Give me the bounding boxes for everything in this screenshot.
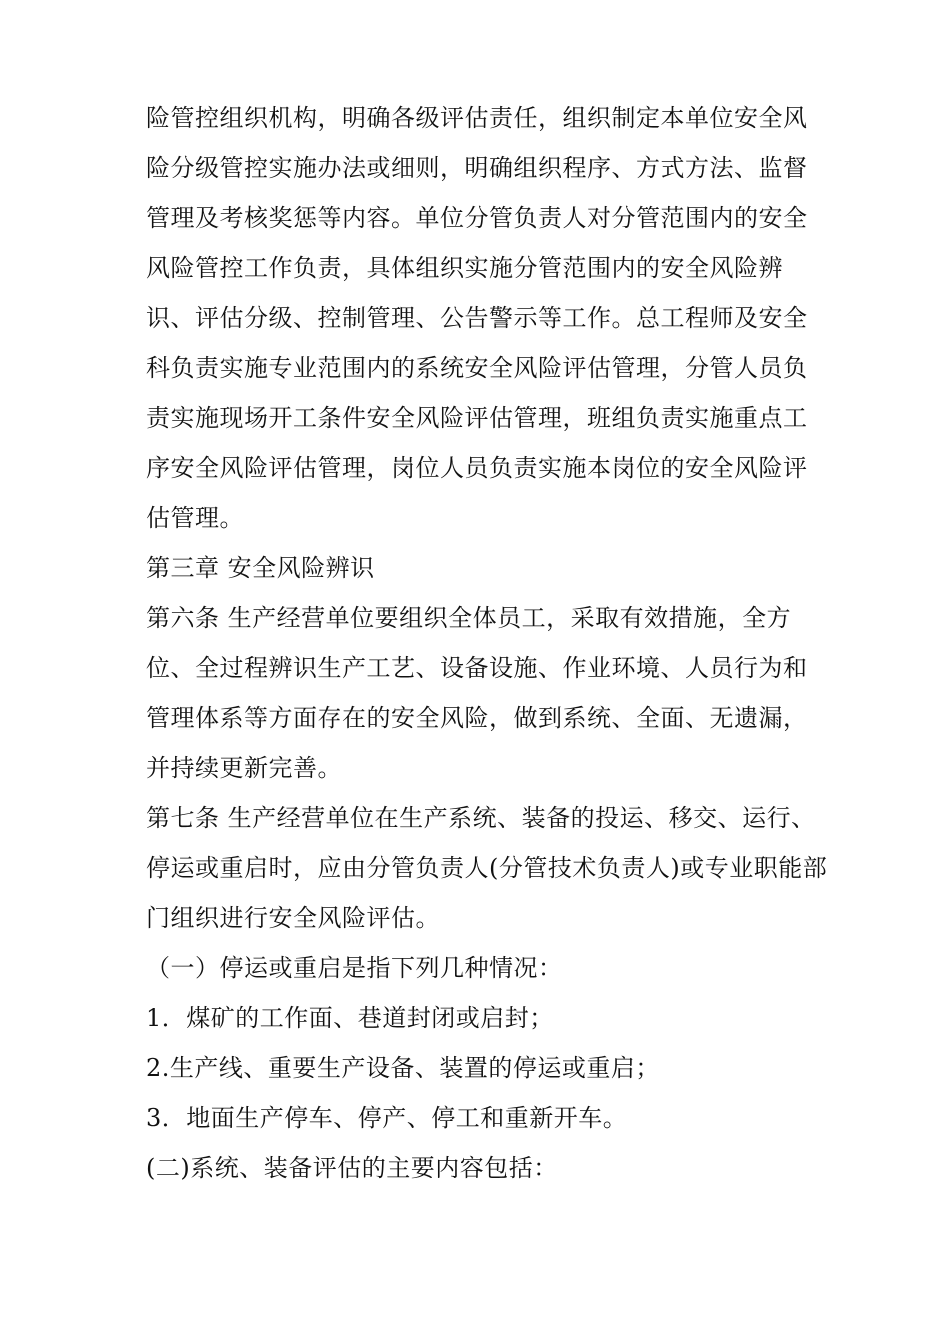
chapter-heading: 第三章 安全风险辨识 <box>146 554 375 582</box>
text-line: （一）停运或重启是指下列几种情况： <box>146 954 563 982</box>
text-line: 门组织进行安全风险评估。 <box>146 904 440 932</box>
text-line: 风险管控工作负责，具体组织实施分管范围内的安全风险辨 <box>146 254 783 282</box>
text-line: 责实施现场开工条件安全风险评估管理，班组负责实施重点工 <box>146 404 808 432</box>
text-line: (二)系统、装备评估的主要内容包括： <box>146 1154 558 1182</box>
text-line: 识、评估分级、控制管理、公告警示等工作。总工程师及安全 <box>146 304 808 332</box>
text-line: 停运或重启时，应由分管负责人(分管技术负责人)或专业职能部 <box>146 854 828 882</box>
text-line: 险分级管控实施办法或细则，明确组织程序、方式方法、监督 <box>146 154 808 182</box>
text-line: 位、全过程辨识生产工艺、设备设施、作业环境、人员行为和 <box>146 654 808 682</box>
text-line: 科负责实施专业范围内的系统安全风险评估管理，分管人员负 <box>146 354 808 382</box>
list-item: 3．地面生产停车、停产、停工和重新开车。 <box>146 1104 628 1132</box>
text-line: 管理及考核奖惩等内容。单位分管负责人对分管范围内的安全 <box>146 204 808 232</box>
text-line: 序安全风险评估管理，岗位人员负责实施本岗位的安全风险评 <box>146 454 808 482</box>
text-line: 估管理。 <box>146 504 244 532</box>
text-line: 管理体系等方面存在的安全风险，做到系统、全面、无遗漏， <box>146 704 808 732</box>
text-line: 第六条 生产经营单位要组织全体员工，采取有效措施，全方 <box>146 604 792 632</box>
list-item: 1．煤矿的工作面、巷道封闭或启封； <box>146 1004 554 1032</box>
text-line: 险管控组织机构，明确各级评估责任，组织制定本单位安全风 <box>146 104 808 132</box>
text-line: 并持续更新完善。 <box>146 754 342 782</box>
list-item: 2.生产线、重要生产设备、装置的停运或重启； <box>146 1054 660 1082</box>
text-line: 第七条 生产经营单位在生产系统、装备的投运、移交、运行、 <box>146 804 816 832</box>
